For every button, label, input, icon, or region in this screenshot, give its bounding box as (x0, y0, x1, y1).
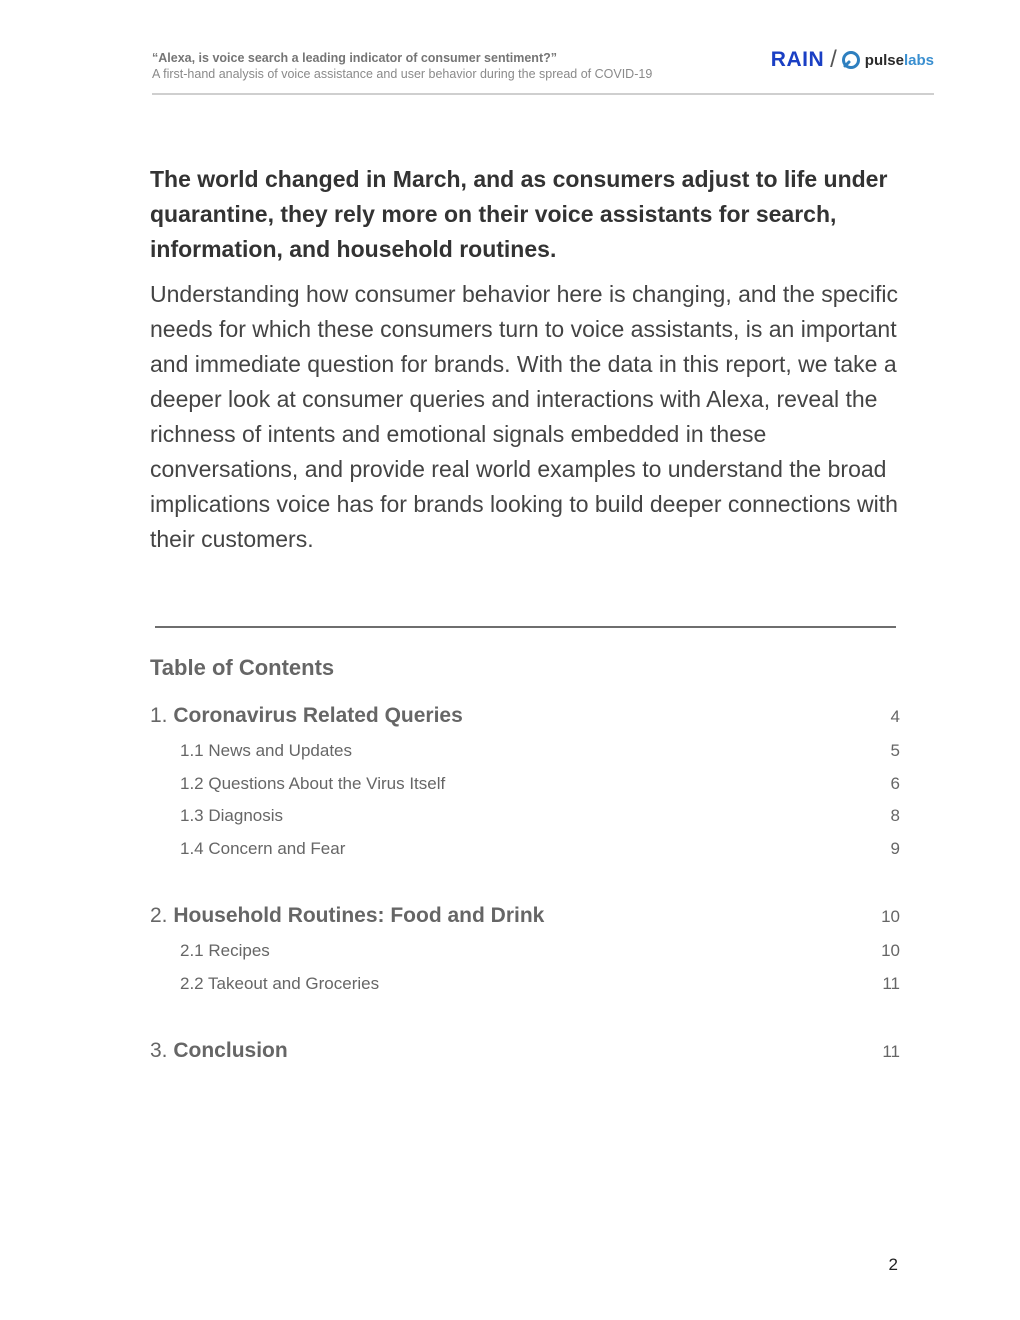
header-title: “Alexa, is voice search a leading indicator of consumer sentiment?” (152, 51, 557, 65)
toc-item-label: 2.2 Takeout and Groceries (180, 974, 380, 993)
toc-section-title: Conclusion (173, 1039, 288, 1062)
toc-heading: Table of Contents (150, 655, 335, 680)
toc-item-label: 1.1 News and Updates (180, 741, 352, 760)
toc-section-number: 2. (150, 904, 168, 927)
toc-item-1-1[interactable] (150, 741, 900, 761)
toc-item-1-2[interactable] (150, 774, 900, 794)
toc-page-number: 6 (890, 774, 900, 793)
toc-page-number: 10 (881, 941, 900, 960)
toc-page-number: 4 (890, 707, 900, 726)
toc-item-1-3[interactable] (150, 806, 900, 826)
toc-section-2[interactable] (150, 904, 900, 928)
toc-page-number: 11 (882, 1042, 900, 1061)
pulselabs-logo-pulse: pulse (864, 51, 904, 69)
toc-section-title: Coronavirus Related Queries (173, 704, 463, 727)
header-subtitle: A first-hand analysis of voice assistance and user behavior during the spread of COVID-19 (152, 67, 653, 81)
intro-lead-paragraph: The world changed in March, and as consumers adjust to life under quarantine, they rely more on their voice assistants for search, information, and household routines. (150, 166, 888, 262)
toc-page-number: 5 (890, 741, 900, 760)
pulselabs-mark-icon (841, 50, 861, 70)
toc-section-1[interactable] (150, 704, 900, 728)
toc-item-2-1[interactable] (150, 941, 900, 961)
toc-item-label: 1.2 Questions About the Virus Itself (180, 774, 446, 793)
rain-logo-text: RAIN (770, 48, 825, 71)
pulselabs-logo-labs: labs (903, 51, 934, 69)
toc-item-1-4[interactable] (150, 839, 900, 859)
toc-page-number: 10 (881, 907, 900, 926)
toc-page-number: 9 (890, 839, 900, 858)
toc-page-number: 8 (890, 806, 900, 825)
toc-item-2-2[interactable] (150, 974, 900, 994)
toc-section-number: 1. (150, 704, 168, 727)
header-divider (152, 93, 934, 95)
toc-section-3[interactable] (150, 1039, 900, 1063)
page-number: 2 (888, 1255, 898, 1274)
toc-section-title: Household Routines: Food and Drink (173, 904, 545, 927)
toc-item-label: 1.4 Concern and Fear (180, 839, 346, 858)
toc-page-number: 11 (882, 974, 900, 993)
intro-body-paragraph: Understanding how consumer behavior here is changing, and the specific needs for which these consumers turn to voice assistants, is an important and immediate question for brands. With the data in this report, we take a deeper look at consumer queries and interactions with Alexa, reveal the richness of intents and emotional signals embedded in these conversations, and provide real world examples to understand the broad implications voice has for brands looking to build deeper connections with their customers. (150, 281, 898, 552)
logo-slash: / (830, 46, 837, 73)
toc-section-number: 3. (150, 1039, 168, 1062)
toc-item-label: 1.3 Diagnosis (180, 806, 284, 825)
toc-divider (155, 626, 896, 628)
toc-item-label: 2.1 Recipes (180, 941, 270, 960)
rain-pulselabs-logo (771, 46, 934, 74)
